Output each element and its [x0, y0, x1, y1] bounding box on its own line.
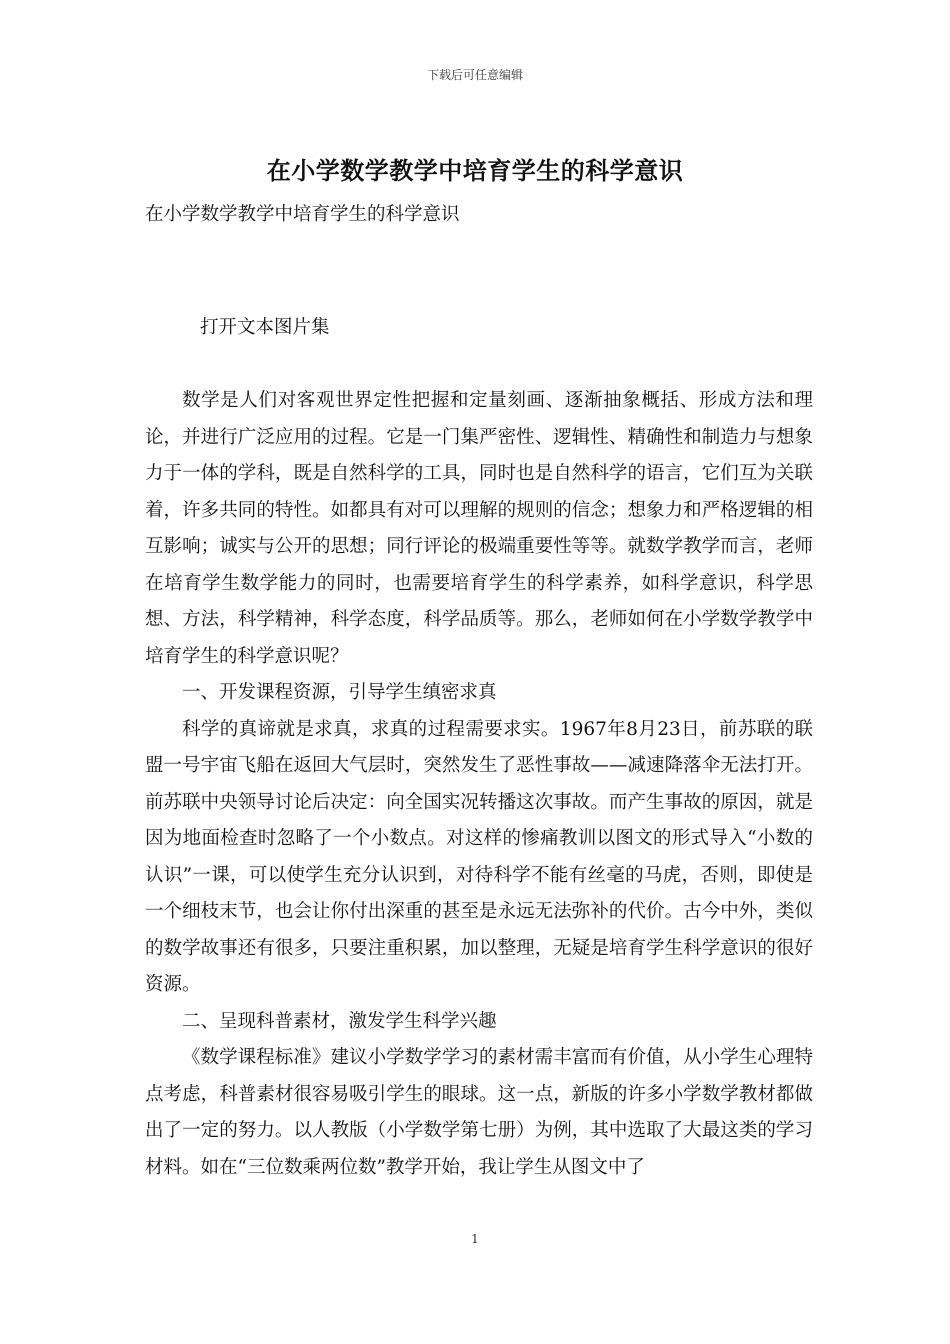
- paragraph-section-2: 《数学课程标准》建议小学数学学习的素材需丰富而有价值，从小学生心理特点考虑，科普素材很容易吸引学生的眼球。这一点，新版的许多小学数学教材都做出了一定的努力。以人教版（小学数学第七册）为例，其中选取了大最这类的学习材料。如在“三位数乘两位数”教学开始，我让学生从图文中了: [145, 1047, 813, 1178]
- open-image-set-link[interactable]: 打开文本图片集: [200, 317, 330, 338]
- paragraph-section-1: 科学的真谛就是求真，求真的过程需要求实。1967年8月23日，前苏联的联盟一号宇宙飞船在返回大气层时，突然发生了恶性事故——减速降落伞无法打开。前苏联中央领导讨论后决定：向全国实况转播这次事故。而产生事故的原因，就是因为地面检查时忽略了一个小数点。对这样的惨痛教训以图文的形式导入“小数的认识”一课，可以使学生充分认识到，对待科学不能有丝毫的马虎，否则，即使是一个细枝末节，也会让你付出深重的甚至是永远无法弥补的代价。古今中外，类似的数学故事还有很多，只要注重积累，加以整理，无疑是培育学生科学意识的很好资源。: [145, 718, 813, 995]
- document-subtitle: 在小学数学教学中培育学生的科学意识: [145, 204, 460, 225]
- document-title: 在小学数学教学中培育学生的科学意识: [266, 156, 684, 185]
- section-heading-2: 二、呈现科普素材，激发学生科学兴趣: [182, 1010, 497, 1032]
- paragraph-intro: 数学是人们对客观世界定性把握和定量刻画、逐渐抽象概括、形成方法和理论，并进行广泛应用的过程。它是一门集严密性、逻辑性、精确性和制造力与想象力于一体的学科，既是自然科学的工具，同时也是自然科学的语言，它们互为关联着，许多共同的特性。如都具有对可以理解的规则的信念；想象力和严格逻辑的相互影响；诚实与公开的思想；同行评论的极端重要性等等。就数学教学而言，老师在培育学生数学能力的同时，也需要培育学生的科学素养，如科学意识，科学思想、方法，科学精神，科学态度，科学品质等。那么，老师如何在小学数学教学中培育学生的科学意识呢？: [145, 390, 813, 667]
- page-number: 1: [471, 1232, 479, 1246]
- document-body: [145, 383, 813, 1186]
- section-heading-1: 一、开发课程资源，引导学生缜密求真: [182, 682, 497, 703]
- header-note: 下载后可任意编辑: [426, 68, 523, 82]
